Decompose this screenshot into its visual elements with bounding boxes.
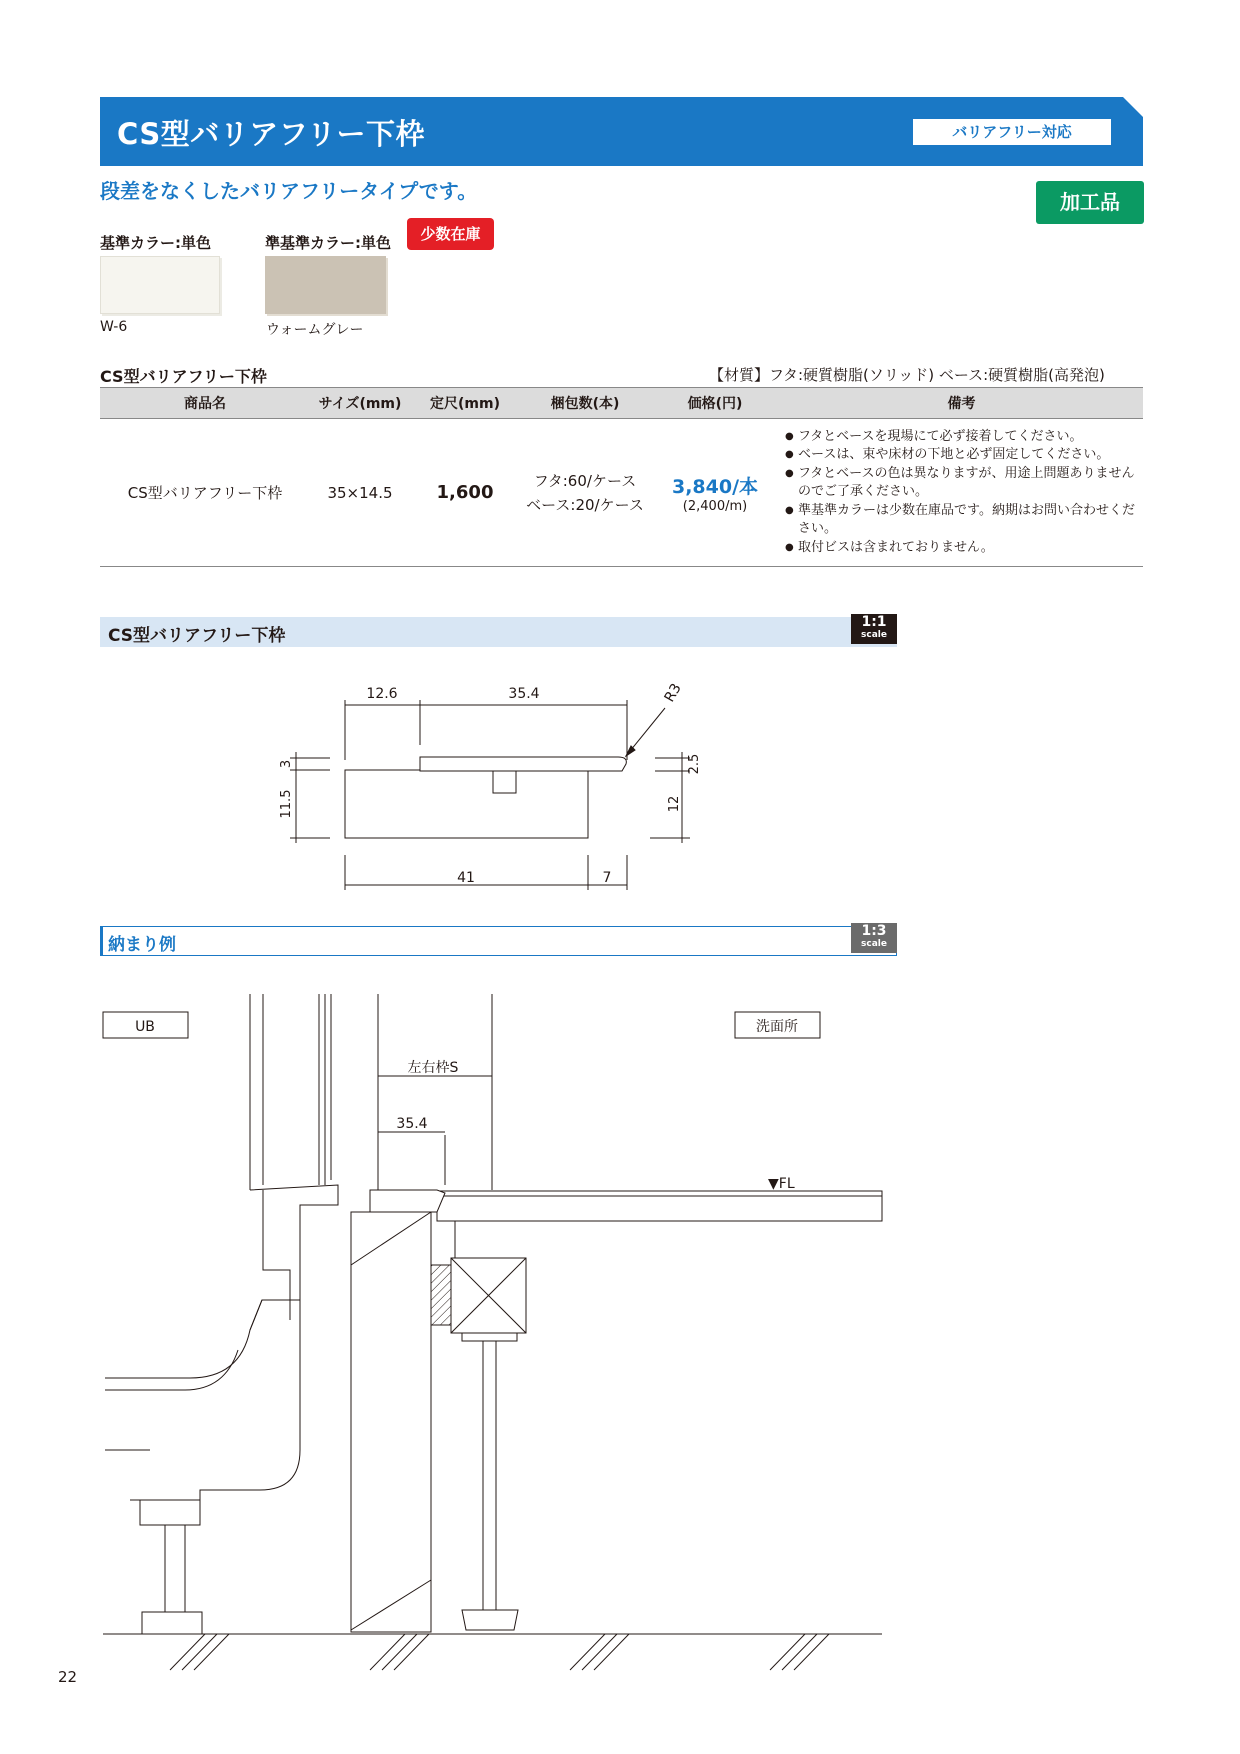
header-pack: 梱包数(本) [520,388,650,419]
scale-word: scale [861,630,887,640]
pack-lid: フタ:60/ケース [533,471,637,490]
dim-bottom-left: 41 [457,870,475,886]
section-title-example: 納まり例 [108,935,176,955]
processed-product-badge: 加工品 [1036,181,1144,224]
dim-radius: R3 [661,680,685,705]
cell-product-name: CS型バリアフリー下枠 [100,419,310,567]
list-item: ● フタとベースを現場にて必ず接着してください。 [785,428,1143,447]
scale-word: scale [861,939,887,949]
list-item: ● 取付ビスは含まれておりません。 [785,539,1143,558]
barrier-free-badge: バリアフリー対応 [913,119,1111,145]
page-title: CS型バリアフリー下枠 [117,117,426,151]
header-notes: 備考 [780,388,1143,419]
section-title-profile: CS型バリアフリー下枠 [108,626,286,646]
scale-ratio: 1:3 [861,923,887,939]
material-note: 【材質】フタ:硬質樹脂(ソリッド) ベース:硬質樹脂(高発泡) [709,366,1105,384]
dim-top-left: 12.6 [366,686,398,702]
label-ub: UB [135,1019,155,1035]
list-item: ● 準基準カラーは少数在庫品です。納期はお問い合わせください。 [785,502,1143,539]
dim-threshold: 35.4 [396,1116,428,1132]
floor-level-label: ▼FL [768,1176,795,1192]
dim-right-lower: 12 [667,795,682,813]
page-number: 22 [58,1668,78,1686]
label-side-frame: 左右枠S [407,1060,459,1076]
label-washroom: 洗面所 [756,1019,798,1035]
header-price: 価格(円) [650,388,780,419]
dim-top-right: 35.4 [508,686,540,702]
dim-left-upper: 3 [279,759,294,769]
dim-right-upper: 2.5 [687,753,702,775]
price-value: 3,840/本 [671,475,759,498]
header-size: サイズ(mm) [310,388,410,419]
table-title: CS型バリアフリー下枠 [100,367,267,386]
dim-left-lower: 11.5 [279,789,294,819]
header-product-name: 商品名 [100,388,310,419]
header-length: 定尺(mm) [410,388,520,419]
length-value: 1,600 [436,482,494,503]
dim-bottom-right: 7 [602,870,612,886]
list-item: ● フタとベースの色は異なりますが、用途上問題ありませんのでご了承ください。 [785,465,1143,502]
standard-color-label: 基準カラー:単色 [100,234,211,252]
limited-stock-badge: 少数在庫 [407,218,494,250]
price-per-meter: (2,400/m) [682,498,748,514]
list-item: ● ベースは、束や床材の下地と必ず固定してください。 [785,446,1143,465]
swatch-caption-warm-gray: ウォームグレー [266,322,364,338]
cell-size: 35×14.5 [310,419,410,567]
swatch-caption-w6: W-6 [100,319,128,335]
subtitle: 段差をなくしたバリアフリータイプです。 [100,179,478,203]
pack-base: ベース:20/ケース [526,495,644,514]
sub-standard-color-label: 準基準カラー:単色 [265,234,391,252]
scale-ratio: 1:1 [861,614,887,630]
